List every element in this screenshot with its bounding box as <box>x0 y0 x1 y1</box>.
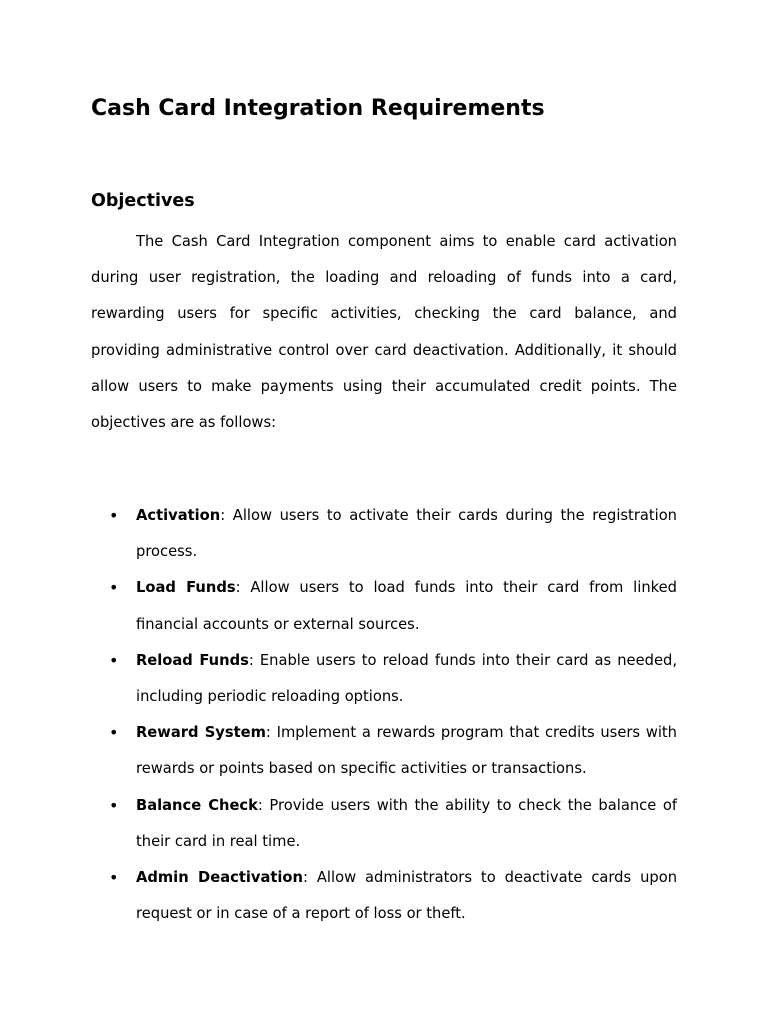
objective-item-activation <box>91 498 677 570</box>
intro-paragraph: The Cash Card Integration component aims to enable card activation during user registration, the loading and reloading of funds into a card, rewarding users for specific activities, checking the card balance, and providing administrative control over card deactivation. Additionally, it should allow users to make payments using their accumulated credit points. The objectives are as follows: <box>91 233 677 432</box>
objective-description: : Implement a rewards program that credits users with rewards or points based on specific activities or transactions. <box>136 724 677 778</box>
bullet-icon: • <box>109 723 119 743</box>
bullet-icon: • <box>109 650 119 670</box>
objective-term: Admin Deactivation <box>136 869 303 887</box>
objective-item-reload-funds <box>91 643 677 715</box>
bullet-icon: • <box>109 868 119 888</box>
objective-item-balance-check <box>91 788 677 860</box>
objective-description: : Allow users to load funds into their card from linked financial accounts or external sources. <box>136 579 677 633</box>
objective-description: : Enable users to reload funds into their card as needed, including periodic reloading options. <box>136 651 677 706</box>
section-heading-objectives: Objectives <box>91 191 195 211</box>
objective-description: : Allow users to activate their cards during the registration process. <box>136 507 677 561</box>
objective-term: Activation <box>136 507 221 524</box>
objectives-list <box>91 498 677 932</box>
bullet-icon: • <box>109 578 119 598</box>
objective-description: : Allow administrators to deactivate cards upon request or in case of a report of loss or theft. <box>136 869 678 923</box>
objective-term: Load Funds <box>136 579 236 597</box>
bullet-icon: • <box>109 795 119 815</box>
objective-term: Reward System <box>136 724 266 742</box>
bullet-icon: • <box>109 506 119 525</box>
document-title: Cash Card Integration Requirements <box>91 96 545 121</box>
objective-term: Reload Funds <box>136 651 249 669</box>
objective-item-load-funds <box>91 570 677 642</box>
objective-item-reward-system <box>91 715 677 787</box>
objective-term: Balance Check <box>136 796 258 814</box>
objective-item-admin-deactivation <box>91 860 677 932</box>
objective-description: : Provide users with the ability to check the balance of their card in real time. <box>136 796 677 850</box>
